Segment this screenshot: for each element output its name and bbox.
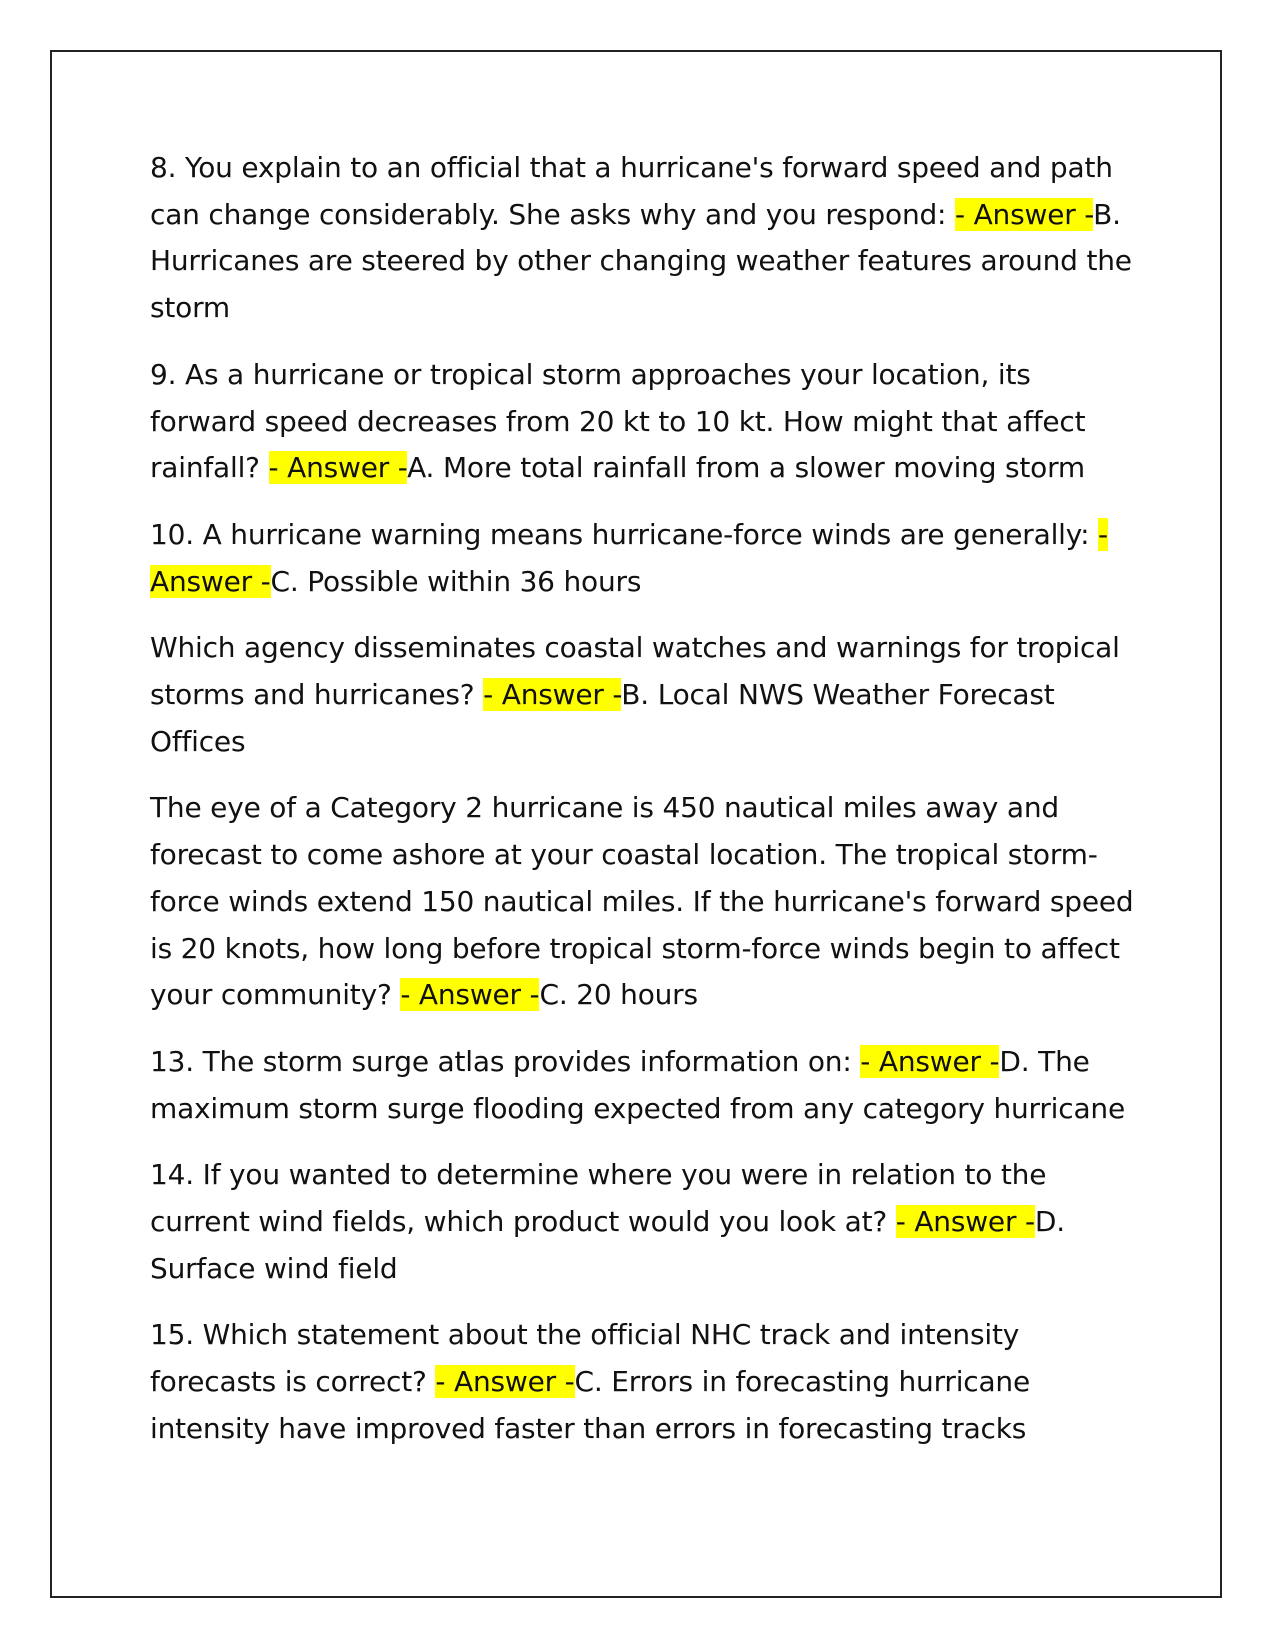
question-text: Which agency disseminates coastal watches and warnings for tropical storms and hurricanes? <box>150 631 1120 712</box>
answer-marker: - Answer - <box>860 1044 1000 1078</box>
question-text: 14. If you wanted to determine where you were in relation to the current wind fields, which product would you look at? <box>150 1158 1047 1239</box>
answer-marker: - Answer - <box>483 678 622 712</box>
answer-text: C. Errors in forecasting hurricane intensity have improved faster than errors in forecasting tracks <box>150 1365 1031 1445</box>
question-text: The eye of a Category 2 hurricane is 450 nautical miles away and forecast to come ashore at your coastal location. The tropical storm-force winds extend 150 nautical miles. If the hurricane's forward speed is 20 knots, how long before tropical storm-force winds begin to affect your community? <box>150 791 1134 1012</box>
answer-marker: - Answer - <box>895 1205 1035 1239</box>
question-text: 8. You explain to an official that a hurricane's forward speed and path can change considerably. She asks why and you respond: <box>150 151 1113 231</box>
answer-marker: - Answer - <box>268 451 408 485</box>
question-text: 15. Which statement about the official NHC track and intensity forecasts is correct? <box>150 1318 1020 1399</box>
qa-item-15 <box>150 1312 1140 1452</box>
answer-text: C. Possible within 36 hours <box>270 564 642 598</box>
qa-item-agency <box>150 625 1140 765</box>
qa-item-10 <box>150 512 1140 605</box>
qa-item-8 <box>150 145 1140 332</box>
qa-item-9 <box>150 352 1140 492</box>
answer-marker: - Answer - <box>435 1365 575 1399</box>
answer-text: B. Local NWS Weather Forecast Offices <box>150 678 1055 758</box>
question-text: 9. As a hurricane or tropical storm approaches your location, its forward speed decreases from 20 kt to 10 kt. How might that affect rainfall? <box>150 357 1086 485</box>
qa-item-13 <box>150 1039 1140 1132</box>
answer-text: B. Hurricanes are steered by other changing weather features around the storm <box>150 197 1132 325</box>
answer-marker: - Answer - <box>955 197 1094 231</box>
question-text: 10. A hurricane warning means hurricane-force winds are generally: <box>150 517 1099 551</box>
question-text: 13. The storm surge atlas provides information on: <box>150 1044 861 1078</box>
qa-item-14 <box>150 1152 1140 1292</box>
document-body <box>150 145 1140 1473</box>
answer-marker: - Answer - <box>150 517 1108 598</box>
qa-item-eye <box>150 785 1140 1019</box>
answer-text: D. Surface wind field <box>150 1205 1065 1285</box>
answer-text: C. 20 hours <box>539 978 698 1012</box>
answer-text: A. More total rainfall from a slower moving storm <box>407 451 1085 485</box>
answer-marker: - Answer - <box>400 978 540 1012</box>
answer-text: D. The maximum storm surge flooding expected from any category hurricane <box>150 1044 1125 1125</box>
